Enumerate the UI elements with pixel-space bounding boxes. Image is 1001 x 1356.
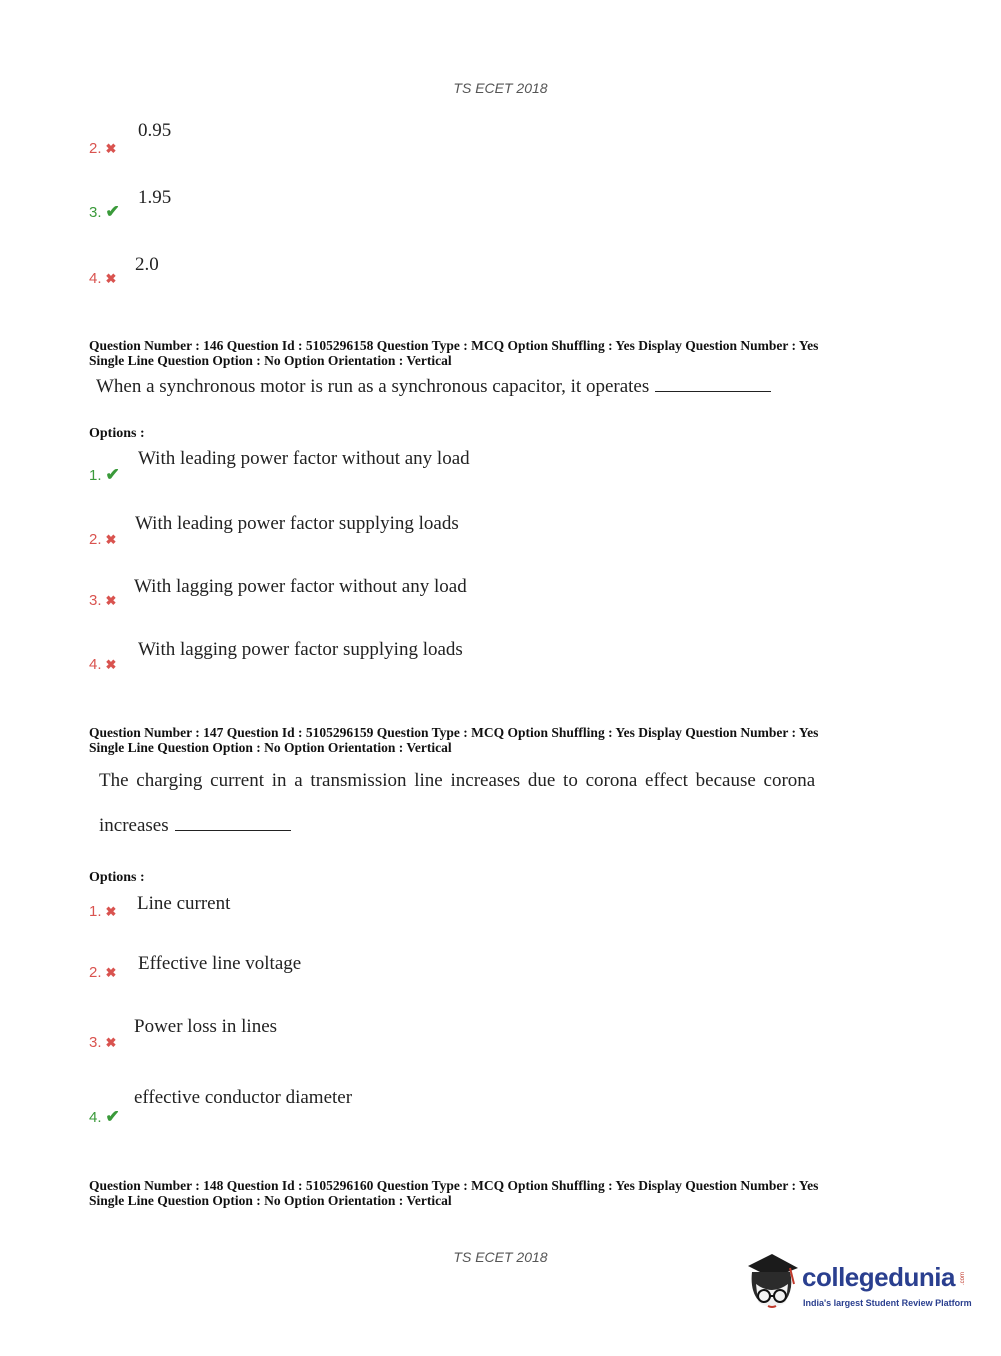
question-text-content: When a synchronous motor is run as a synchronous capacitor, it operates: [96, 376, 650, 397]
options-label: Options :: [89, 426, 145, 441]
option-text: 1.95: [138, 187, 172, 208]
option-number: 2.: [89, 964, 102, 981]
option-marker: [89, 964, 116, 982]
option-marker: [89, 465, 120, 485]
option-text: With lagging power factor without any load: [134, 576, 467, 597]
cross-icon: ✖: [105, 141, 117, 156]
question-meta-line: Single Line Question Option : No Option Orientation : Vertical: [89, 740, 452, 755]
option-marker: [89, 1034, 116, 1052]
question-meta-line: Single Line Question Option : No Option Orientation : Vertical: [89, 353, 452, 368]
cross-icon: ✖: [105, 904, 117, 919]
option-marker: [89, 270, 116, 288]
logo-suffix: .com: [960, 1272, 966, 1286]
question-text: The charging current in a transmission line increases due to corona effect because corona: [99, 770, 816, 791]
option-marker: [89, 1107, 120, 1127]
option-marker: [89, 140, 116, 158]
question-text: [99, 815, 291, 837]
cross-icon: ✖: [105, 593, 117, 608]
mascot-icon: [742, 1250, 802, 1318]
option-number: 4.: [89, 656, 102, 673]
check-icon: ✔: [105, 1107, 120, 1126]
option-number: 1.: [89, 903, 102, 920]
option-text: effective conductor diameter: [134, 1087, 353, 1108]
option-text: Power loss in lines: [134, 1016, 278, 1037]
option-marker: [89, 903, 116, 921]
page-footer: TS ECET 2018: [453, 1249, 548, 1265]
option-marker: [89, 656, 116, 674]
options-label: Options :: [89, 870, 145, 885]
question-meta: [89, 725, 818, 755]
question-meta-line: Single Line Question Option : No Option Orientation : Vertical: [89, 1193, 452, 1208]
page-header: TS ECET 2018: [453, 80, 548, 96]
option-number: 2.: [89, 531, 102, 548]
option-number: 1.: [89, 467, 102, 484]
answer-blank: [655, 390, 771, 392]
option-number: 4.: [89, 1109, 102, 1126]
option-text: With leading power factor without any load: [138, 448, 470, 469]
question-meta: [89, 1178, 818, 1208]
option-marker: [89, 592, 116, 610]
option-text: 0.95: [138, 120, 172, 141]
cross-icon: ✖: [105, 657, 117, 672]
question-meta: [89, 338, 818, 368]
logo-tagline: India's largest Student Review Platform: [803, 1298, 972, 1308]
cross-icon: ✖: [105, 532, 117, 547]
question-meta-line: Question Number : 147 Question Id : 5105296159 Question Type : MCQ Option Shuffling : Yes Display Question Number : Yes: [89, 725, 819, 740]
option-text: 2.0: [135, 254, 159, 275]
question-text-content: increases: [99, 815, 169, 836]
logo-wordmark: collegedunia: [802, 1262, 955, 1292]
question-meta-line: Question Number : 148 Question Id : 5105296160 Question Type : MCQ Option Shuffling : Yes Display Question Number : Yes: [89, 1178, 819, 1193]
option-marker: [89, 531, 116, 549]
option-number: 3.: [89, 592, 102, 609]
question-meta-line: Question Number : 146 Question Id : 5105296158 Question Type : MCQ Option Shuffling : Yes Display Question Number : Yes: [89, 338, 819, 353]
check-icon: ✔: [105, 465, 120, 484]
cross-icon: ✖: [105, 271, 117, 286]
option-marker: [89, 202, 120, 222]
option-number: 2.: [89, 140, 102, 157]
option-text: With leading power factor supplying loads: [135, 513, 459, 534]
question-text: [96, 376, 771, 398]
option-number: 3.: [89, 204, 102, 221]
answer-blank: [175, 829, 291, 831]
option-text: Effective line voltage: [138, 953, 302, 974]
cross-icon: ✖: [105, 1035, 117, 1050]
check-icon: ✔: [105, 202, 120, 221]
cross-icon: ✖: [105, 965, 117, 980]
option-number: 3.: [89, 1034, 102, 1051]
collegedunia-logo: [742, 1250, 972, 1320]
option-number: 4.: [89, 270, 102, 287]
option-text: Line current: [137, 893, 231, 914]
option-text: With lagging power factor supplying loads: [138, 639, 463, 660]
